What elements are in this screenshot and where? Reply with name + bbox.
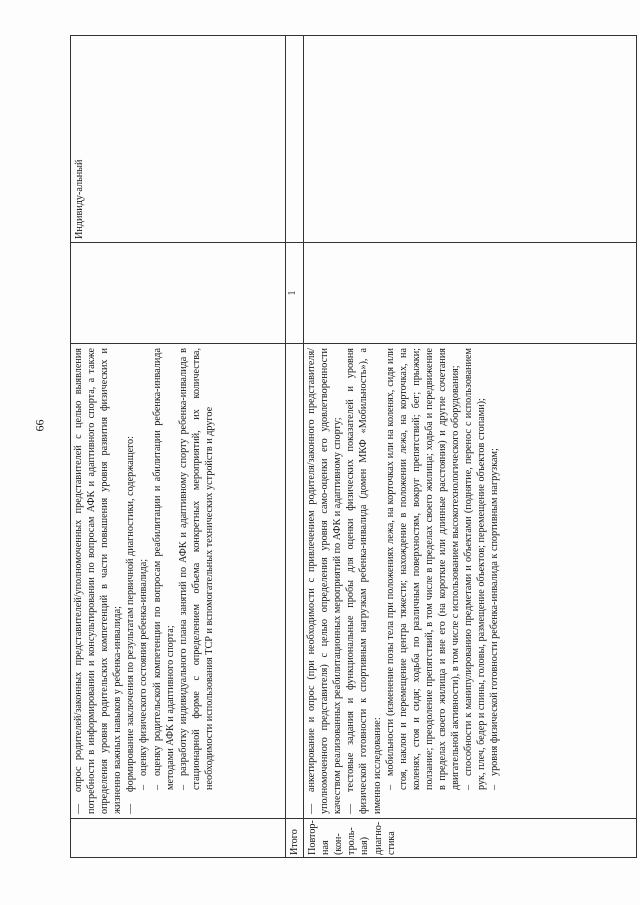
count-cell [71, 243, 286, 344]
list-item [344, 348, 383, 814]
dash-marker: – [177, 784, 189, 790]
sub-list-item [462, 348, 488, 790]
list-item-text: тестовые задания и функциональные пробы для оценки физических показателей и уровня физической готовности к спортивным нагрузкам ребенка-инвалида (домен МКФ «Мобильность»), а именно исследование: [345, 348, 383, 814]
dash-marker: — [345, 803, 357, 814]
dash-marker: – [151, 784, 163, 790]
dash-marker: — [125, 803, 137, 814]
page-number: 66 [32, 419, 47, 432]
total-count-cell: 1 [286, 243, 304, 344]
table-container [70, 48, 630, 858]
sub-list-item [177, 348, 216, 790]
dash-marker: – [384, 784, 396, 790]
stage-cell: Повтор-ная (кон-троль-ная) диагно-стика [304, 819, 637, 858]
services-table [70, 35, 637, 858]
list-item-text: уровня физической готовности ребенка-инвалида к спортивным нагрузкам; [489, 448, 501, 776]
sub-list-item [384, 348, 463, 790]
list-item [305, 348, 344, 814]
table-rotation-frame [70, 48, 630, 858]
table-row [71, 36, 286, 858]
list-item-text: формирование заключения по результатам первичной диагностики, содержащего: [125, 436, 137, 792]
list-item-text: опрос родителей/законных представителей/уполномоченных представителей с целью выявления потребности в информировании и консультировании по вопросам АФК и адаптивного спорта, а также определения уровня родительских компетенций в части повышения уровня развития физических и жизненно важных навыков у ребенка-инвалида; [73, 348, 124, 814]
list-item [72, 348, 124, 814]
dash-marker: – [138, 784, 150, 790]
dash-marker: – [489, 784, 501, 790]
list-item-text: мобильности (изменение позы тела при положениях лежа, на корточках или на коленях, сидя или стоя, наклон и перемещение центра тяжести; нахождение в положении лежа, на корточках, на коленях, стоя и сидя; ходьба по различным поверхностям, вокруг препятствий; бег; прыжки; ползание; преодоление препятствий, в том числе в пределах своего жилища; ходьба и передвижение в пределах своего жилища и вне его (на короткие или длинные расстояния) и другие сочетания двигательной активности), в том числе с использованием высокотехнологического оборудования; [384, 348, 462, 790]
sub-list-item [137, 348, 150, 790]
list-item-text: способности к манипулированию предметами и объектами (поднятие, перенос с использованием рук, плеч, бедер и спины, головы, размещение объектов; перемещение объектов стопами); [463, 348, 488, 790]
total-label-cell: Итого [286, 819, 304, 858]
sub-list-item [488, 348, 501, 790]
content-cell [286, 344, 304, 819]
table-row-total [286, 36, 304, 858]
dash-marker: – [463, 784, 475, 790]
form-cell: Индивиду-альный [71, 36, 286, 243]
table-row [304, 36, 637, 858]
content-cell [71, 344, 286, 819]
list-item-text: оценку родительской компетенции по вопросам реабилитации и абилитации ребенка-инвалида методами АФК и адаптивного спорта; [151, 348, 176, 790]
list-item-text: анкетирование и опрос (при необходимости с привлечением родителя/законного представителя/уполномоченного представителя) с целью определения уровня само-оценки его удовлетворенности качеством реализованных реабилитационных мероприятий по АФК и адаптивному спорту; [306, 348, 344, 814]
list-item-text: разработку индивидуального плана занятий по АФК и адаптивному спорту ребенка-инвалида в стационарной форме с определением объема конкретных мероприятий, их количества, необходимости использования ТСР и вспомогательных технических устройств и другое [177, 348, 215, 790]
dash-marker: — [306, 803, 318, 814]
form-cell [304, 36, 637, 243]
count-cell [304, 243, 637, 344]
content-cell [304, 344, 637, 819]
form-cell [286, 36, 304, 243]
list-item-text: оценку физического состояния ребенка-инвалида; [138, 558, 150, 776]
dash-marker: — [73, 803, 84, 814]
list-item [124, 348, 137, 814]
sub-list-item [151, 348, 177, 790]
stage-cell [71, 819, 286, 858]
